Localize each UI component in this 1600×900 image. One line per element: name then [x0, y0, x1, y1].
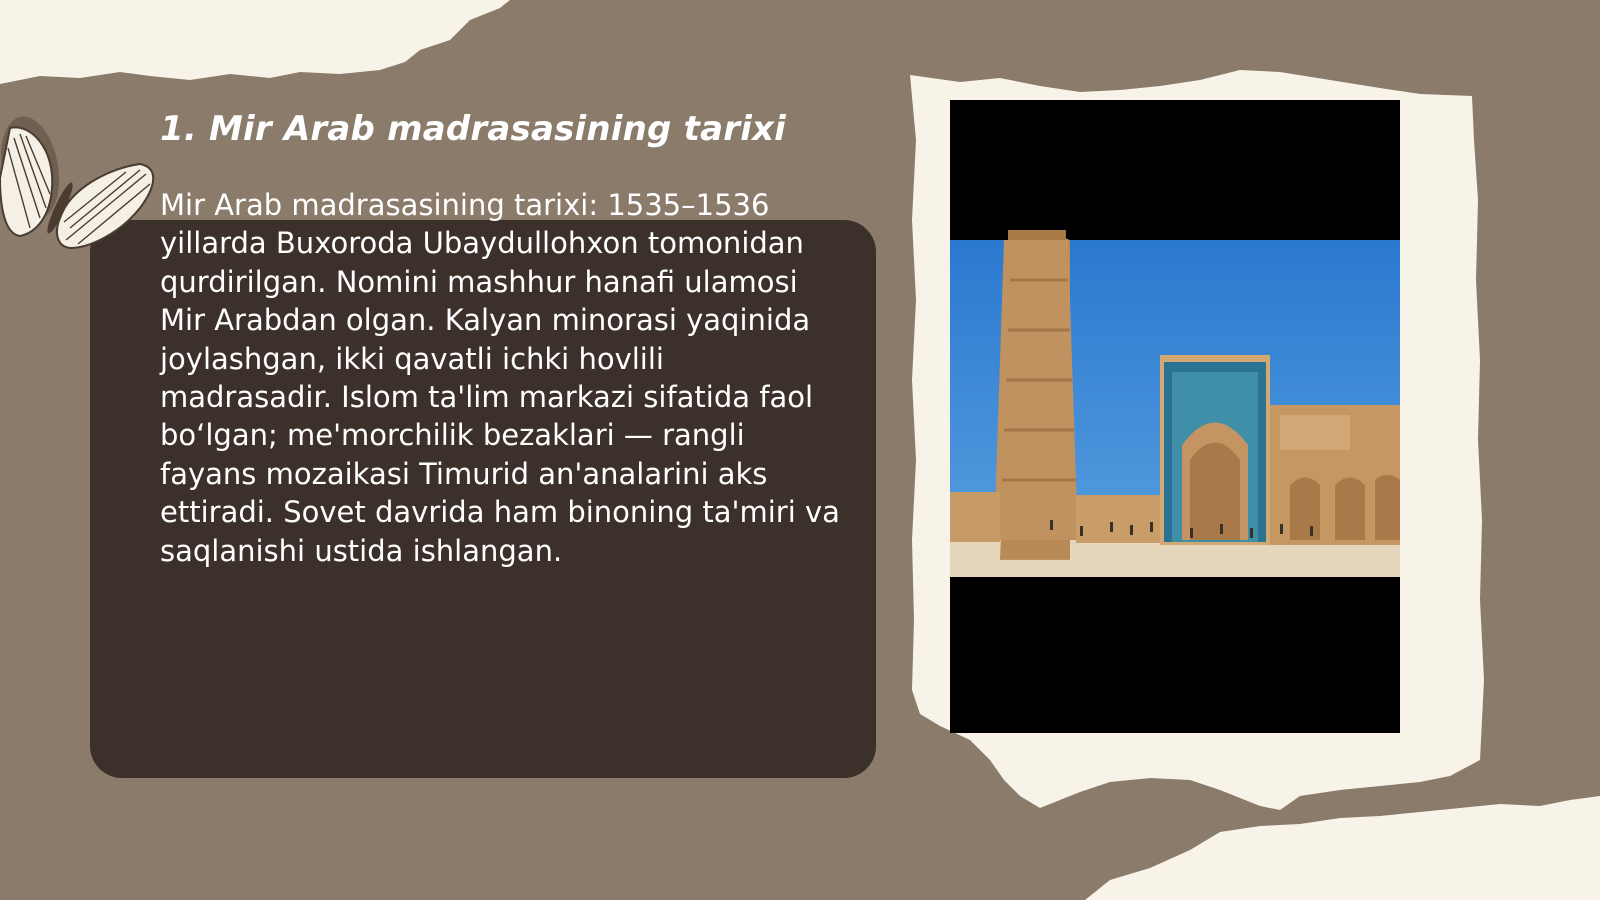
madrasa-photo	[950, 100, 1400, 733]
slide-body: Mir Arab madrasasining tarixi: 1535–1536 yillarda Buxoroda Ubaydullohxon tomonidan qurdirilgan. Nomini mashhur hanafi ulamosi Mir Arabdan olgan. Kalyan minorasi yaqinida joylashgan, ikki qavatli ichki hovlili madrasadir. Islom ta'lim markazi sifatida faol bo‘lgan; me'morchilik bezaklari — rangli fayans mozaikasi Timurid an'analarini aks ettiradi. Sovet davrida ham binoning ta'miri va saqlanishi ustida ishlangan.	[160, 188, 840, 568]
photo-scene	[950, 230, 1400, 577]
photo-frame	[950, 100, 1400, 733]
butterfly-icon	[0, 108, 170, 278]
slide-title: 1. Mir Arab madrasasining tarixi	[160, 109, 787, 149]
